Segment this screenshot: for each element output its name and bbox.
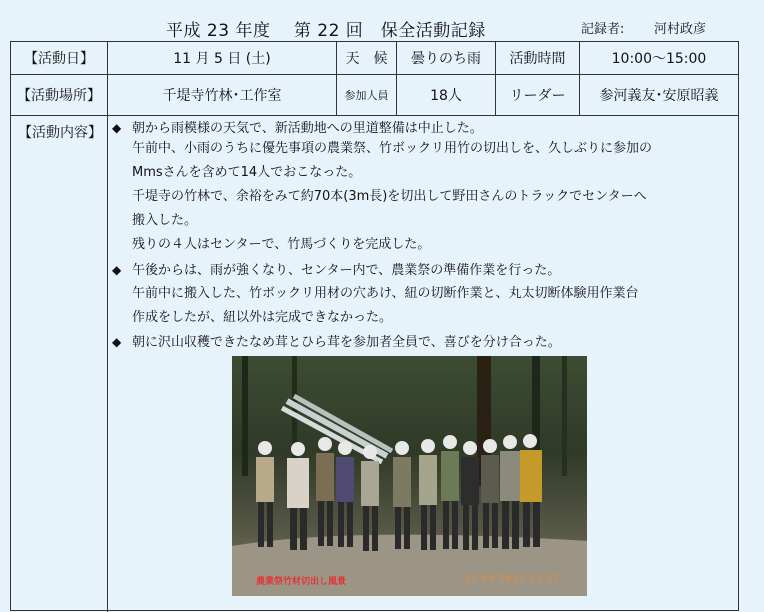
participants-value: 18人 xyxy=(397,75,496,116)
content-line: Mmsさんを含めて14人でおこなった。 xyxy=(132,165,362,180)
bullet-icon: ◆ xyxy=(112,335,122,349)
content-line: 作成をしたが、紐以外は完成できなかった。 xyxy=(132,310,393,325)
time-value: 10:00～15:00 xyxy=(580,42,738,75)
content-line: ◆ 朝から雨模様の天気で、新活動地への里道整備は中止した。 xyxy=(112,121,483,136)
time-label: 活動時間 xyxy=(496,42,580,75)
content-line: 千堤寺の竹林で、余裕をみて約70本(3m長)を切出して野田さんのトラックでセンターへ xyxy=(132,189,647,204)
recorder-label: 記録者: xyxy=(581,22,625,37)
participants-label: 参加人員 xyxy=(337,75,397,116)
group-photo xyxy=(232,356,587,596)
place-label: 【活動場所】 xyxy=(11,75,108,116)
page-header xyxy=(0,0,764,40)
photo-datestamp: 11 05 2011 11 27 xyxy=(464,574,561,584)
content-body xyxy=(108,116,738,612)
weather-value: 曇りのち雨 xyxy=(397,42,496,75)
leader-label: リーダー xyxy=(496,75,580,116)
content-line: 搬入した。 xyxy=(132,213,198,228)
date-label: 【活動日】 xyxy=(11,42,108,75)
date-value: 11 月 5 日 (土) xyxy=(108,42,337,75)
photo-caption: 農業祭竹材切出し風景 xyxy=(256,577,347,587)
content-line: 午前中に搬入した、竹ボックリ用材の穴あけ、紐の切断作業と、丸太切断体験用作業台 xyxy=(132,286,639,301)
leader-value: 参河義友･安原昭義 xyxy=(580,75,738,116)
content-line: 残りの４人はセンターで、竹馬づくりを完成した。 xyxy=(132,237,431,252)
content-line: 午前中、小雨のうちに優先事項の農業祭、竹ボックリ用竹の切出しを、久しぶりに参加の xyxy=(132,141,653,156)
content-label: 【活動内容】 xyxy=(11,116,108,612)
record-table xyxy=(10,41,739,611)
bullet-icon: ◆ xyxy=(112,121,122,135)
weather-label: 天 候 xyxy=(337,42,397,75)
place-value: 千堤寺竹林･工作室 xyxy=(108,75,337,116)
content-line: ◆ 午後からは、雨が強くなり、センター内で、農業祭の準備作業を行った。 xyxy=(112,263,561,278)
bullet-icon: ◆ xyxy=(112,263,122,277)
content-line: ◆ 朝に沢山収穫できたなめ茸とひら茸を参加者全員で、喜びを分け合った。 xyxy=(112,335,561,350)
page-title: 平成 23 年度 第 22 回 保全活動記録 xyxy=(166,21,486,41)
recorder-name: 河村政彦 xyxy=(654,22,707,37)
